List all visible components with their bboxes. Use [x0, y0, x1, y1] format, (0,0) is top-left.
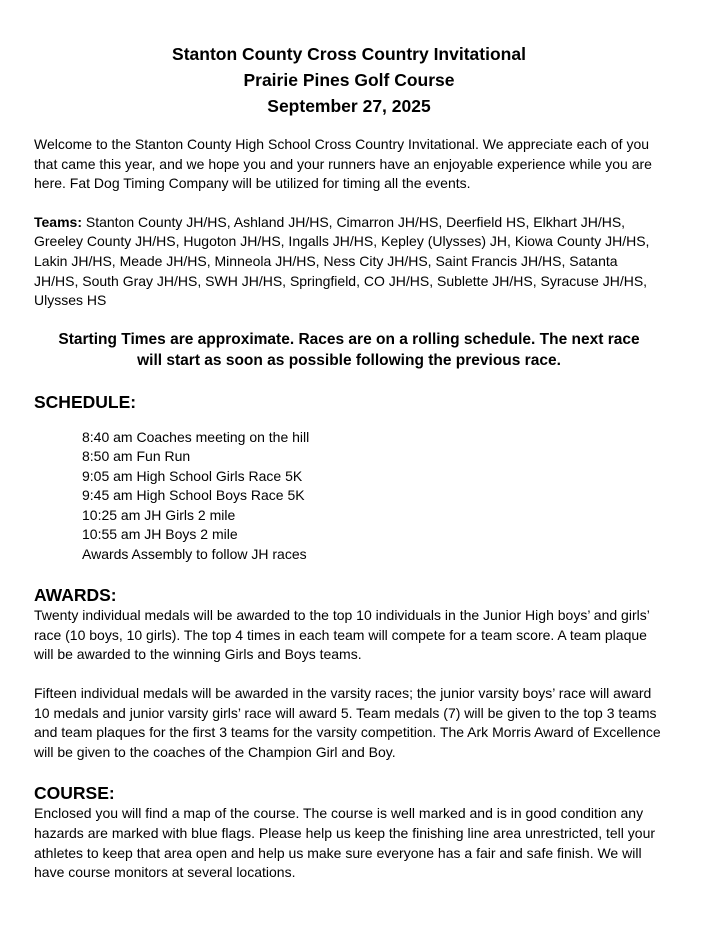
- document-title: [34, 41, 664, 119]
- schedule-item: 10:55 am JH Boys 2 mile: [82, 526, 238, 543]
- teams-list: Stanton County JH/HS, Ashland JH/HS, Cimarron JH/HS, Deerfield HS, Elkhart JH/HS, Greeley County JH/HS, Hugoton JH/HS, Ingalls JH/HS, Kepley (Ulysses) JH, Kiowa County JH/HS, Lakin JH/HS, Meade JH/HS, Minneola JH/HS, Ness City JH/HS, Saint Francis JH/HS, Satanta JH/HS, South Gray JH/HS, SWH JH/HS, Springfield, CO JH/HS, Sublette JH/HS, Syracuse JH/HS, Ulysses HS: [34, 213, 650, 309]
- venue-title: Prairie Pines Golf Course: [243, 70, 455, 90]
- teams-label: Teams:: [34, 213, 82, 230]
- course-heading: COURSE:: [34, 783, 115, 804]
- awards-varsity-paragraph: Fifteen individual medals will be awarded in the varsity races; the junior varsity boys’ race will award 10 medals and junior varsity girls’ race will award 5. Team medals (7) will be given to the top 3 teams and team plaques for the first 3 teams for the varsity competition. The Ark Morris Award of Excellence will be given to the coaches of the Champion Girl and Boy.: [34, 685, 661, 760]
- schedule-item: Awards Assembly to follow JH races: [82, 545, 307, 562]
- schedule-item: 9:45 am High School Boys Race 5K: [82, 487, 305, 504]
- schedule-list: [34, 428, 664, 565]
- notice-line-1: Starting Times are approximate. Races are on a rolling schedule. The next race: [58, 330, 640, 348]
- document-page: [34, 41, 664, 883]
- intro-paragraph: Welcome to the Stanton County High School Cross Country Invitational. We appreciate each of you that came this year, and we hope you and your runners have an enjoyable experience while you are here. Fat Dog Timing Company will be utilized for timing all the events.: [34, 136, 652, 192]
- schedule-item: 8:40 am Coaches meeting on the hill: [82, 428, 310, 445]
- course-paragraph: Enclosed you will find a map of the course. The course is well marked and is in good condition any hazards are marked with blue flags. Please help us keep the finishing line area unrestricted, tell your athletes to keep that area open and help us make sure everyone has a fair and safe finish. We will have course monitors at several locations.: [34, 805, 656, 881]
- notice-line-2: will start as soon as possible following the previous race.: [137, 351, 561, 369]
- event-title: Stanton County Cross Country Invitational: [172, 44, 526, 64]
- schedule-item: 10:25 am JH Girls 2 mile: [82, 506, 236, 523]
- starting-times-notice: [34, 329, 664, 371]
- event-date: September 27, 2025: [267, 96, 431, 116]
- schedule-item: 8:50 am Fun Run: [82, 448, 191, 465]
- schedule-item: 9:05 am High School Girls Race 5K: [82, 467, 303, 484]
- teams-paragraph: [34, 213, 664, 311]
- awards-junior-high-paragraph: Twenty individual medals will be awarded to the top 10 individuals in the Junior High boys’ and girls’ race (10 boys, 10 girls). The top 4 times in each team will compete for a team score. A team plaque will be awarded to the winning Girls and Boys teams.: [34, 607, 650, 663]
- awards-heading: AWARDS:: [34, 585, 117, 606]
- schedule-heading: SCHEDULE:: [34, 391, 137, 412]
